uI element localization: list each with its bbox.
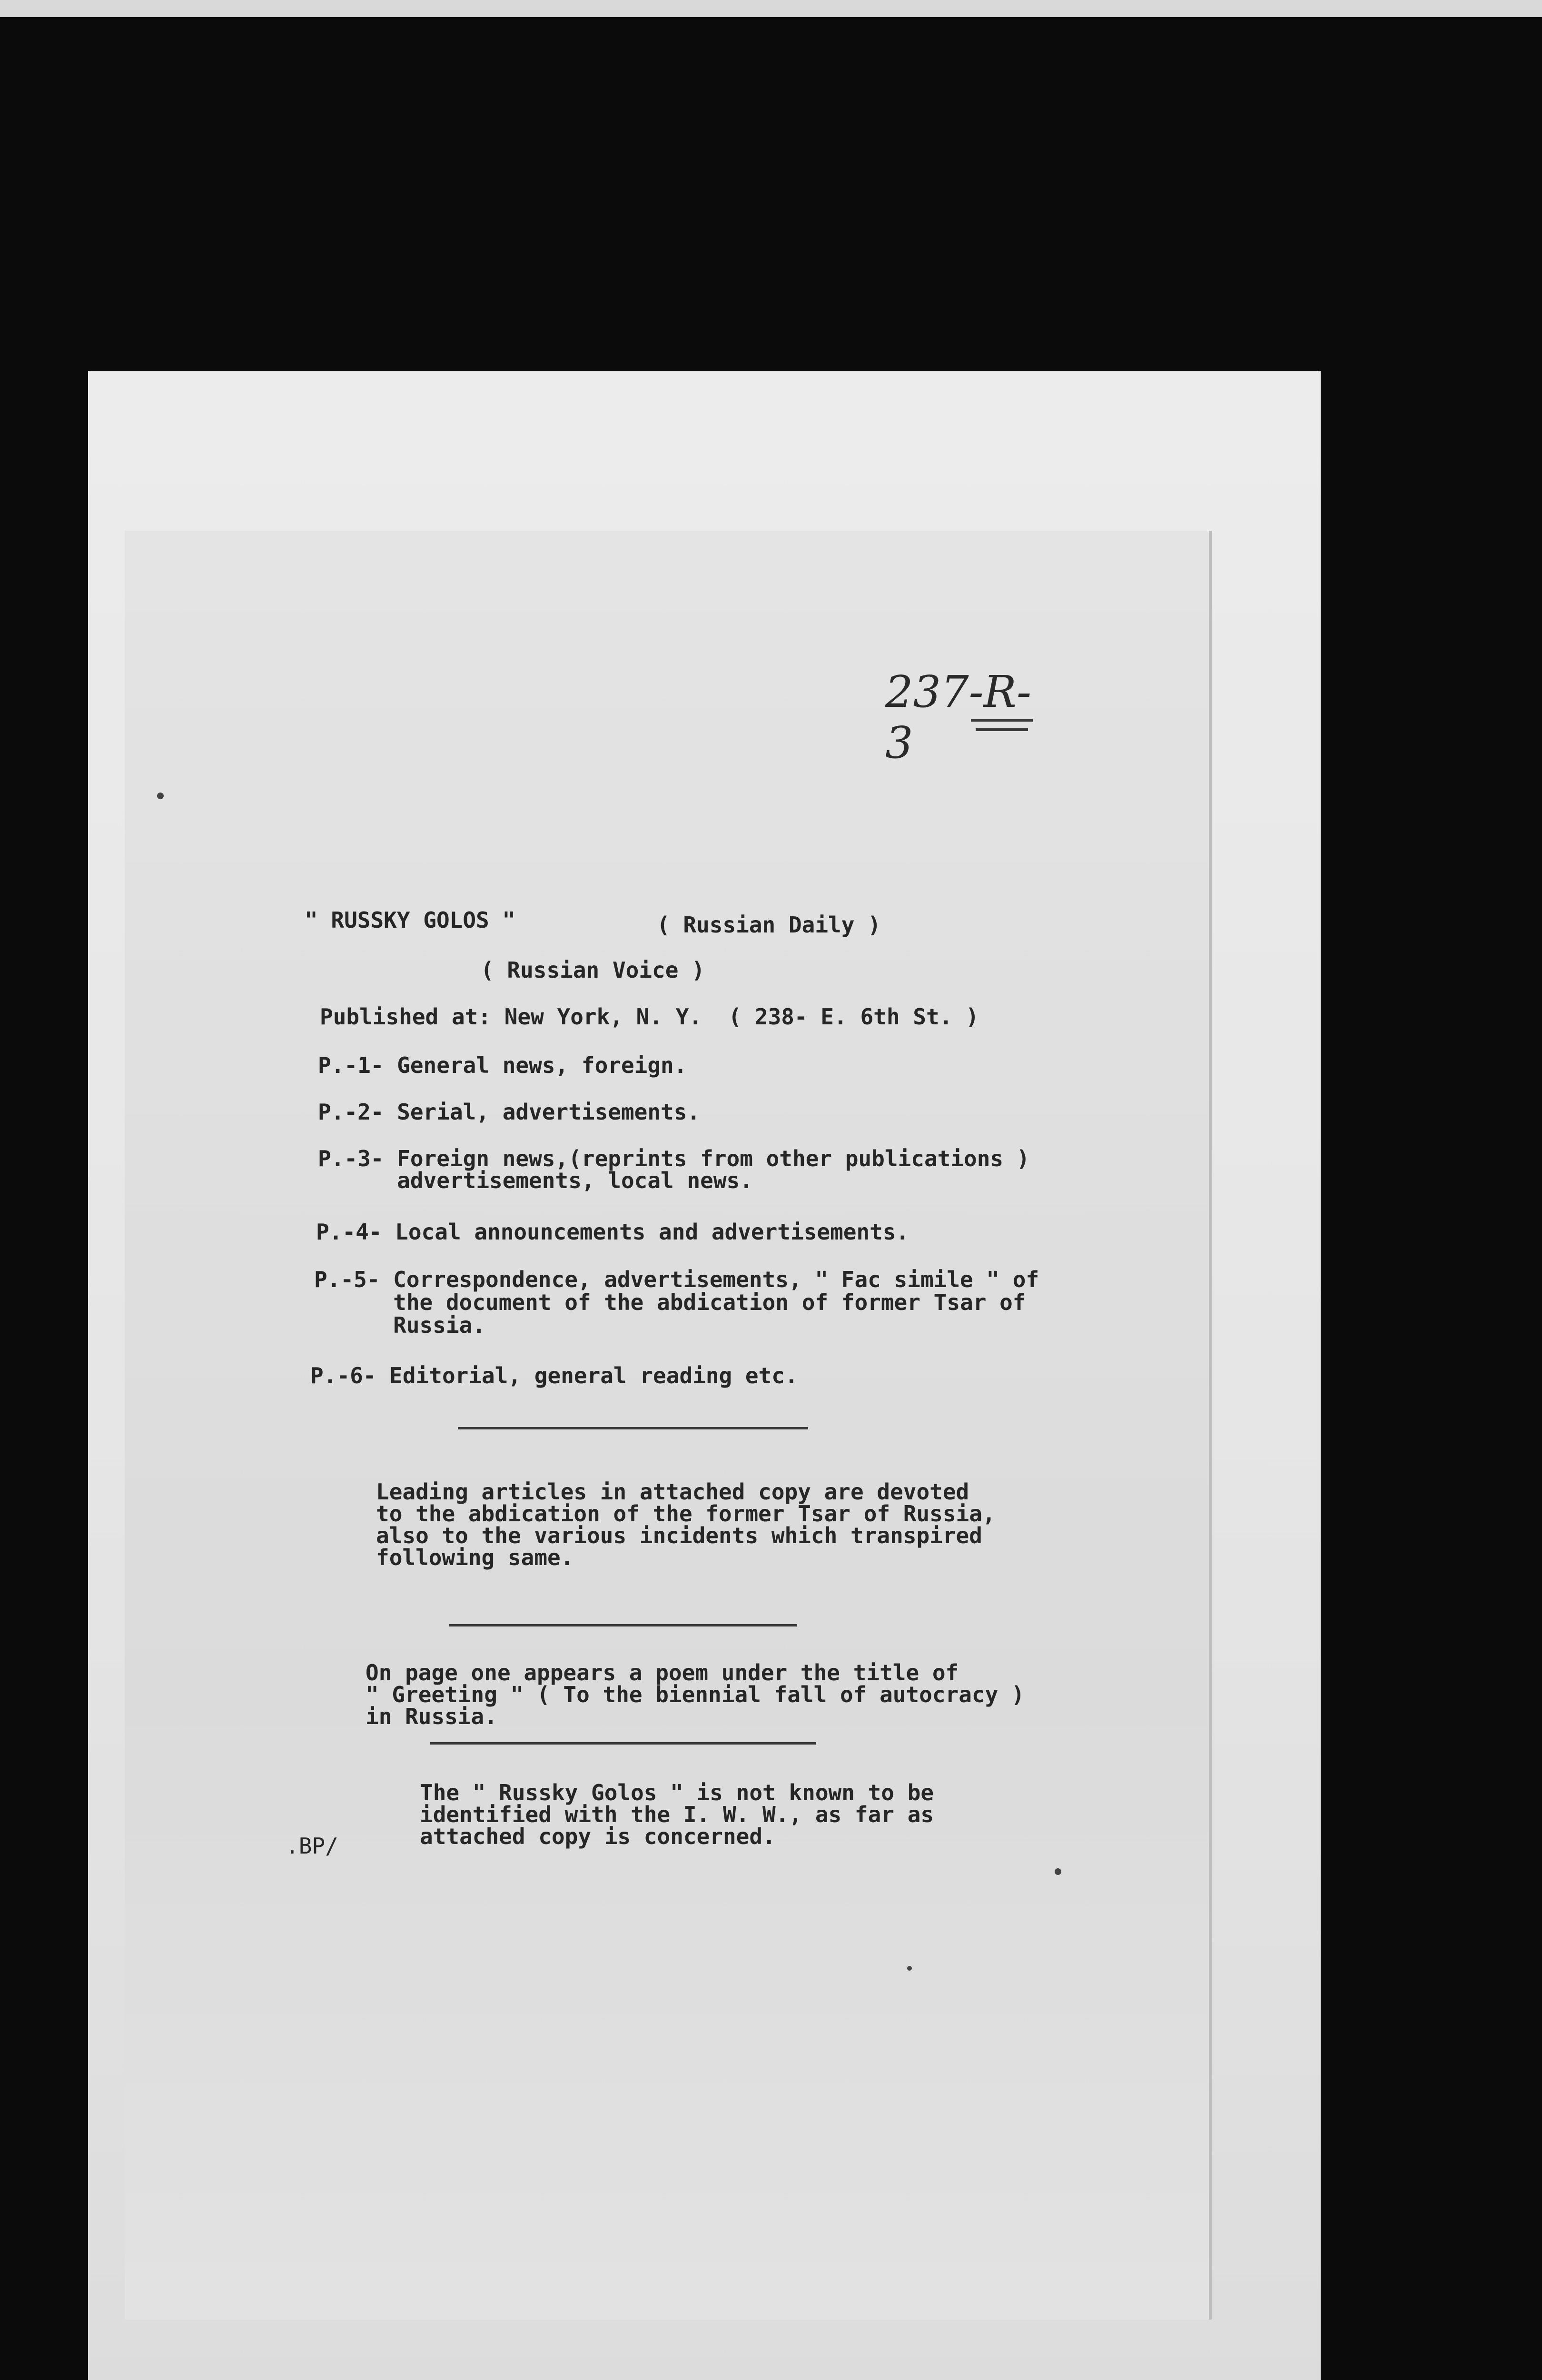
film-top-edge [0, 0, 1542, 17]
file-number-underline [971, 719, 1033, 722]
paragraph-line: " Greeting " ( To the biennial fall of autocracy ) [366, 1682, 1025, 1707]
speck [157, 793, 164, 799]
page-summary-line: P.-6- Editorial, general reading etc. [310, 1363, 798, 1388]
paragraph-line: The " Russky Golos " is not known to be [420, 1780, 934, 1805]
page-summary-line: the document of the abdication of former Tsar of [314, 1289, 1026, 1315]
section-divider [449, 1624, 797, 1626]
paragraph-line: attached copy is concerned. [420, 1824, 776, 1849]
paragraph-line: following same. [376, 1545, 574, 1570]
speck [1055, 1868, 1061, 1875]
typist-initials: .BP/ [286, 1833, 338, 1859]
page-summary-line: advertisements, local news. [318, 1168, 753, 1193]
paragraph-line: Leading articles in attached copy are devoted [376, 1479, 969, 1505]
section-divider [430, 1742, 816, 1745]
section-divider [458, 1427, 808, 1429]
page-summary-line: P.-4- Local announcements and advertisements. [316, 1219, 909, 1245]
page-summary-line: P.-1- General news, foreign. [318, 1052, 687, 1078]
file-number-underline [976, 728, 1028, 731]
handwritten-file-number: 237-R-3 [885, 666, 1032, 768]
paragraph-line: On page one appears a poem under the title of [366, 1660, 959, 1686]
paragraph-line: also to the various incidents which transpired [376, 1523, 982, 1548]
document-title: " RUSSKY GOLOS " [305, 907, 516, 933]
document-subtitle: ( Russian Voice ) [481, 957, 705, 983]
page-summary-line: Russia. [314, 1312, 486, 1338]
publication-address: Published at: New York, N. Y. ( 238- E. 6th St. ) [320, 1004, 979, 1030]
page-summary-line: P.-2- Serial, advertisements. [318, 1099, 701, 1125]
page-summary-line: P.-5- Correspondence, advertisements, " Fac simile " of [314, 1267, 1039, 1292]
paragraph-line: in Russia. [366, 1704, 497, 1729]
paragraph-line: to the abdication of the former Tsar of Russia, [376, 1501, 996, 1527]
speck [907, 1966, 912, 1971]
document-title-translation: ( Russian Daily ) [657, 912, 881, 938]
document-sheet [125, 531, 1209, 2320]
paragraph-line: identified with the I. W. W., as far as [420, 1802, 934, 1827]
page-summary-line: P.-3- Foreign news,(reprints from other publications ) [318, 1146, 1030, 1171]
